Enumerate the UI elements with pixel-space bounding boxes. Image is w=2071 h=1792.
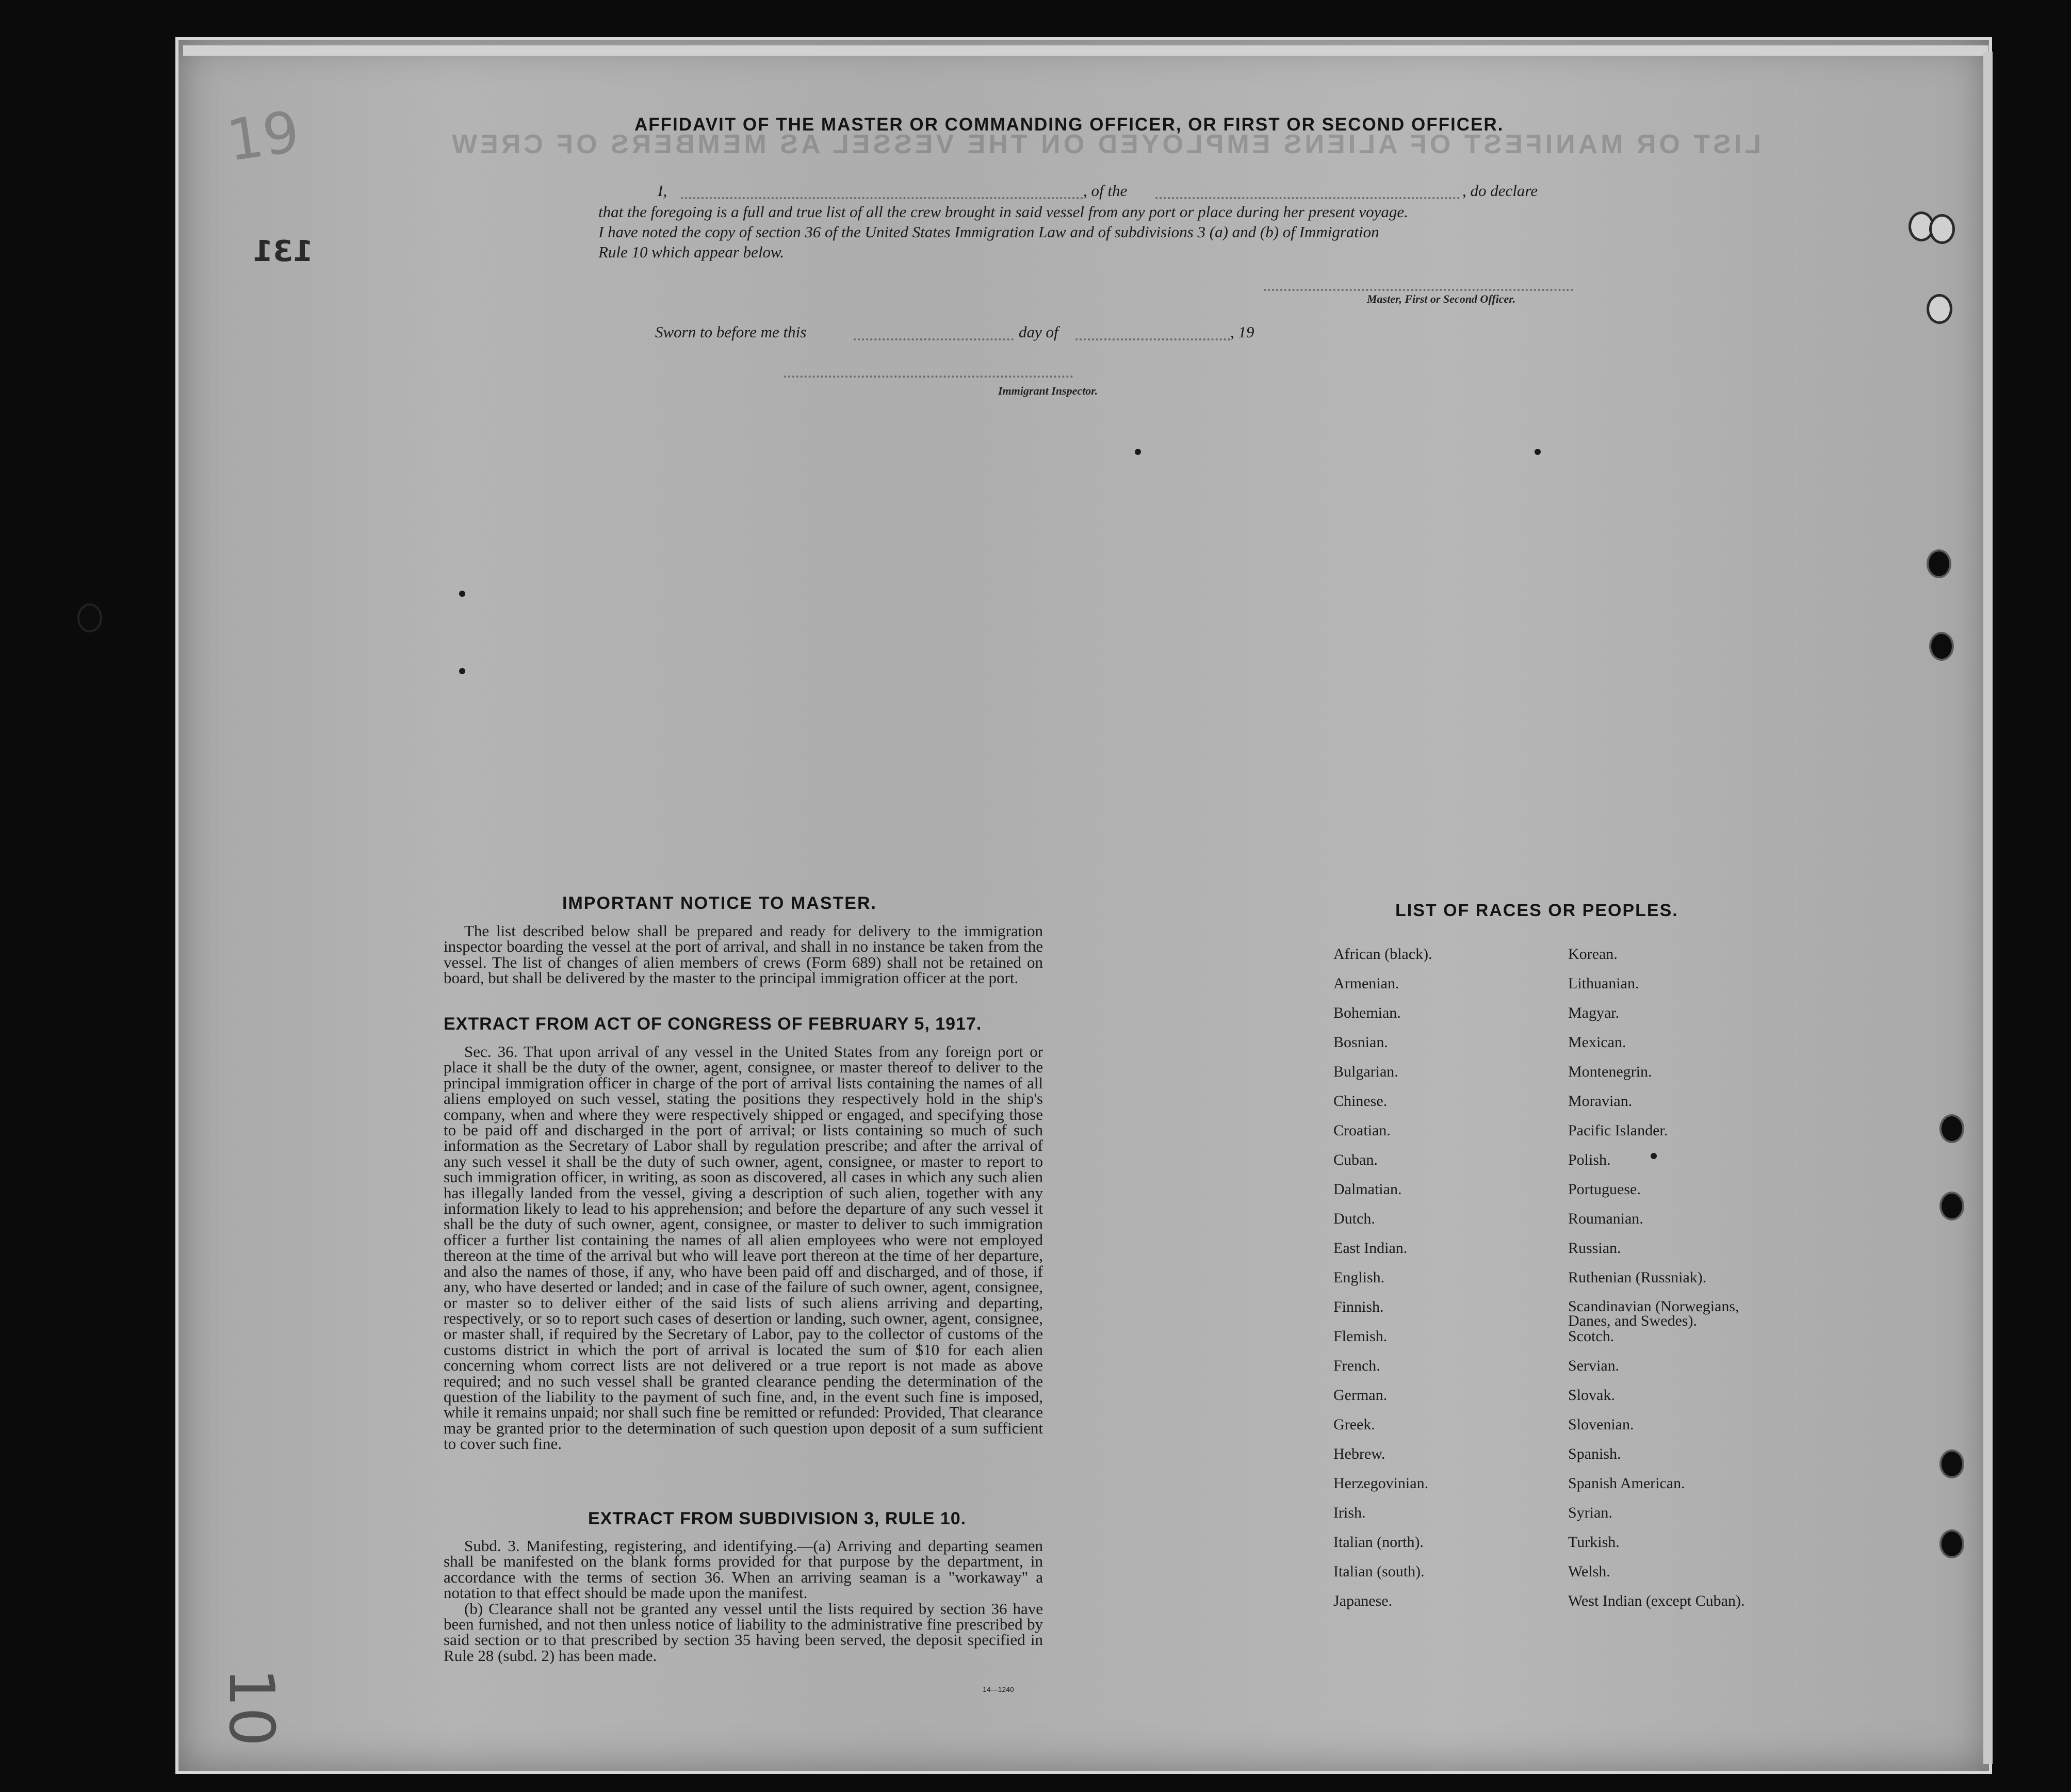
rule-paragraph-a: Subd. 3. Manifesting, registering, and identifying.—(a) Arriving and departing seamen shall be manifested on the blank forms provided for that purpose by the department, in accordance with the terms of section 36. When an arriving seaman is a "workaway" a notation to that effect should be made upon the manifest. [444,1537,1043,1602]
bleedthrough-heading: LIST OR MANIFEST OF ALIENS EMPLOYED ON THE VESSEL AS MEMBERS OF CREW [449,129,1761,159]
race-item: Cuban. [1333,1151,1378,1168]
name-blank[interactable] [681,197,1083,199]
affidavit-declare: , do declare [1462,182,1538,200]
race-item: Herzegovinian. [1333,1475,1429,1492]
speck [459,668,465,674]
race-item: Korean. [1568,946,1618,963]
handwritten-number-bottom: 10 [215,1668,287,1747]
inspector-signature-line[interactable] [784,376,1073,378]
affidavit-line-3: I have noted the copy of section 36 of the United States Immigration Law and of subdivisions 3 (a) and (b) of Immigration [598,223,1379,241]
race-item: Greek. [1333,1416,1375,1433]
act-title: EXTRACT FROM ACT OF CONGRESS OF FEBRUARY 5, 1917. [444,1014,982,1034]
speck [459,591,465,597]
speck [1535,449,1541,455]
race-item: Armenian. [1333,975,1399,992]
race-item: Scandinavian (Norwegians, Danes, and Swedes). [1568,1298,1739,1329]
race-item: Portuguese. [1568,1181,1641,1198]
punch-hole [1929,632,1954,661]
races-title: LIST OF RACES OR PEOPLES. [1395,901,1678,920]
rule-title: EXTRACT FROM SUBDIVISION 3, RULE 10. [588,1509,967,1528]
punch-hole [1929,214,1955,244]
rule-paragraph-b: (b) Clearance shall not be granted any vessel until the lists required by section 36 have been furnished, and not then unless notice of liability to the administrative fine prescribed by said section or to that prescribed by section 35 having been served, the deposit specified in Rule 28 (subd. 2) has been made. [444,1599,1043,1665]
race-item: English. [1333,1269,1385,1286]
race-item: Lithuanian. [1568,975,1639,992]
vessel-blank[interactable] [1155,197,1460,199]
race-item: Turkish. [1568,1534,1620,1551]
race-item: Italian (south). [1333,1563,1425,1580]
sworn-text: Sworn to before me this [655,323,807,341]
race-item: Bulgarian. [1333,1063,1398,1080]
affidavit-line-4: Rule 10 which appear below. [598,243,785,261]
race-item: Irish. [1333,1504,1366,1521]
sworn-month-blank[interactable] [1075,338,1230,340]
race-item: East Indian. [1333,1240,1408,1257]
form-number: 14—1240 [983,1685,1014,1693]
race-item: Bosnian. [1333,1034,1388,1051]
affidavit-i: I, [658,182,667,200]
races-left-column [1333,947,1432,1623]
race-item: Hebrew. [1333,1445,1385,1462]
race-item: Slovak. [1568,1387,1615,1404]
race-item: French. [1333,1357,1380,1374]
sheet-right-edge [1983,52,1993,1764]
punch-hole [1939,1114,1964,1143]
act-text [444,1044,1043,1452]
race-item: Montenegrin. [1568,1063,1652,1080]
race-item: African (black). [1333,946,1432,963]
race-item: German. [1333,1387,1388,1404]
notice-paragraph: The list described below shall be prepared and ready for delivery to the immigration inspector boarding the vessel at the port of arrival, and shall in no instance be taken from the vessel. The list of changes of alien members of crews (Form 689) shall not be retained on board, but shall be delivered by the master to the principal immigration officer at the port. [444,922,1043,987]
race-item: Dutch. [1333,1210,1375,1227]
race-item: Japanese. [1333,1592,1393,1609]
race-item: Croatian. [1333,1122,1391,1139]
race-item: Spanish American. [1568,1475,1685,1492]
race-item: Ruthenian (Russniak). [1568,1269,1707,1286]
affidavit-title: AFFIDAVIT OF THE MASTER OR COMMANDING OFFICER, OR FIRST OR SECOND OFFICER. [634,115,1504,135]
master-signature-line[interactable] [1264,289,1573,291]
rule-text [444,1538,1043,1664]
race-item: Magyar. [1568,1004,1620,1021]
year-text: , 19 [1230,323,1254,341]
punch-hole [1927,549,1951,578]
punch-hole [1939,1192,1964,1220]
race-item: Slovenian. [1568,1416,1634,1433]
notice-text [444,923,1043,986]
race-item: Pacific Islander. [1568,1122,1668,1139]
race-item: Mexican. [1568,1034,1626,1051]
race-item: Chinese. [1333,1093,1388,1110]
race-item: Moravian. [1568,1093,1633,1110]
race-item: Servian. [1568,1357,1620,1374]
handwritten-number-top: 19 [222,98,304,174]
affidavit-of-the: , of the [1083,182,1128,200]
race-item: Roumanian. [1568,1210,1643,1227]
handwritten-number-left: 131 [253,235,313,268]
race-item: Italian (north). [1333,1534,1424,1551]
inspector-caption: Immigrant Inspector. [998,384,1098,397]
race-item: Russian. [1568,1240,1621,1257]
race-item: Syrian. [1568,1504,1612,1521]
race-item: Welsh. [1568,1563,1610,1580]
race-item: Flemish. [1333,1328,1388,1345]
master-caption: Master, First or Second Officer. [1367,292,1516,305]
punch-hole [77,604,102,632]
race-item: Polish. [1568,1151,1611,1168]
sheet-top-edge [183,45,1988,56]
race-item: Spanish. [1568,1445,1621,1462]
punch-hole [1927,294,1952,324]
race-item: Dalmatian. [1333,1181,1402,1198]
races-right-column [1568,947,1785,1623]
punch-hole [1939,1529,1964,1558]
speck [1135,449,1141,455]
day-of-text: day of [1019,323,1058,341]
affidavit-line-2: that the foregoing is a full and true list of all the crew brought in said vessel from any port or place during her present voyage. [598,203,1408,221]
race-item: Scotch. [1568,1328,1615,1345]
act-paragraph: Sec. 36. That upon arrival of any vessel in the United States from any foreign port or place it shall be the duty of the owner, agent, consignee, or master thereof to deliver to the principal immigration officer in charge of the port of arrival lists containing the names of all aliens employed on such vessel, stating the positions they respectively hold in the ship's company, when and where they were respectively shipped or engaged, and specifying those to be paid off and discharged in the port of arrival; or lists containing so much of such information as the Secretary of Labor shall by regulation prescribe; and after the arrival of any such vessel it shall be the duty of such owner, agent, consignee, or master to report to such immigration officer, in writing, as soon as discovered, all cases in which any such alien has illegally landed from the vessel, giving a description of such alien, together with any information likely to lead to his apprehension; and before the departure of any such vessel it shall be the duty of such owner, agent, consignee, or master to deliver to such immigration officer a further list containing the names of all alien employees who were not employed thereon at the time of the arrival but who will leave port thereon at the time of her departure, and also the names of those, if any, who have been paid off and discharged, and of those, if any, who have deserted or landed; and in case of the failure of such owner, agent, consignee, or master so to deliver either of the said lists of such aliens arriving and departing, respectively, or so to report such cases of desertion or landing, such owner, agent, consignee, or master shall, if required by the Secretary of Labor, pay to the collector of customs of the customs district in which the port of arrival is located the sum of $10 for each alien concerning whom correct lists are not delivered or a true report is not made as above required; and no such vessel shall be granted clearance pending the determination of the question of the liability to the payment of such fine, and, in the event such fine is imposed, while it remains unpaid; nor shall such fine be remitted or refunded: Provided, That clearance may be granted prior to the determination of such question upon deposit of a sum sufficient to cover such fine. [444,1042,1043,1453]
punch-hole [1939,1449,1964,1478]
race-item: Bohemian. [1333,1004,1401,1021]
sworn-day-blank[interactable] [854,338,1014,340]
race-item: West Indian (except Cuban). [1568,1592,1745,1609]
race-item: Finnish. [1333,1298,1384,1315]
notice-title: IMPORTANT NOTICE TO MASTER. [562,893,877,913]
